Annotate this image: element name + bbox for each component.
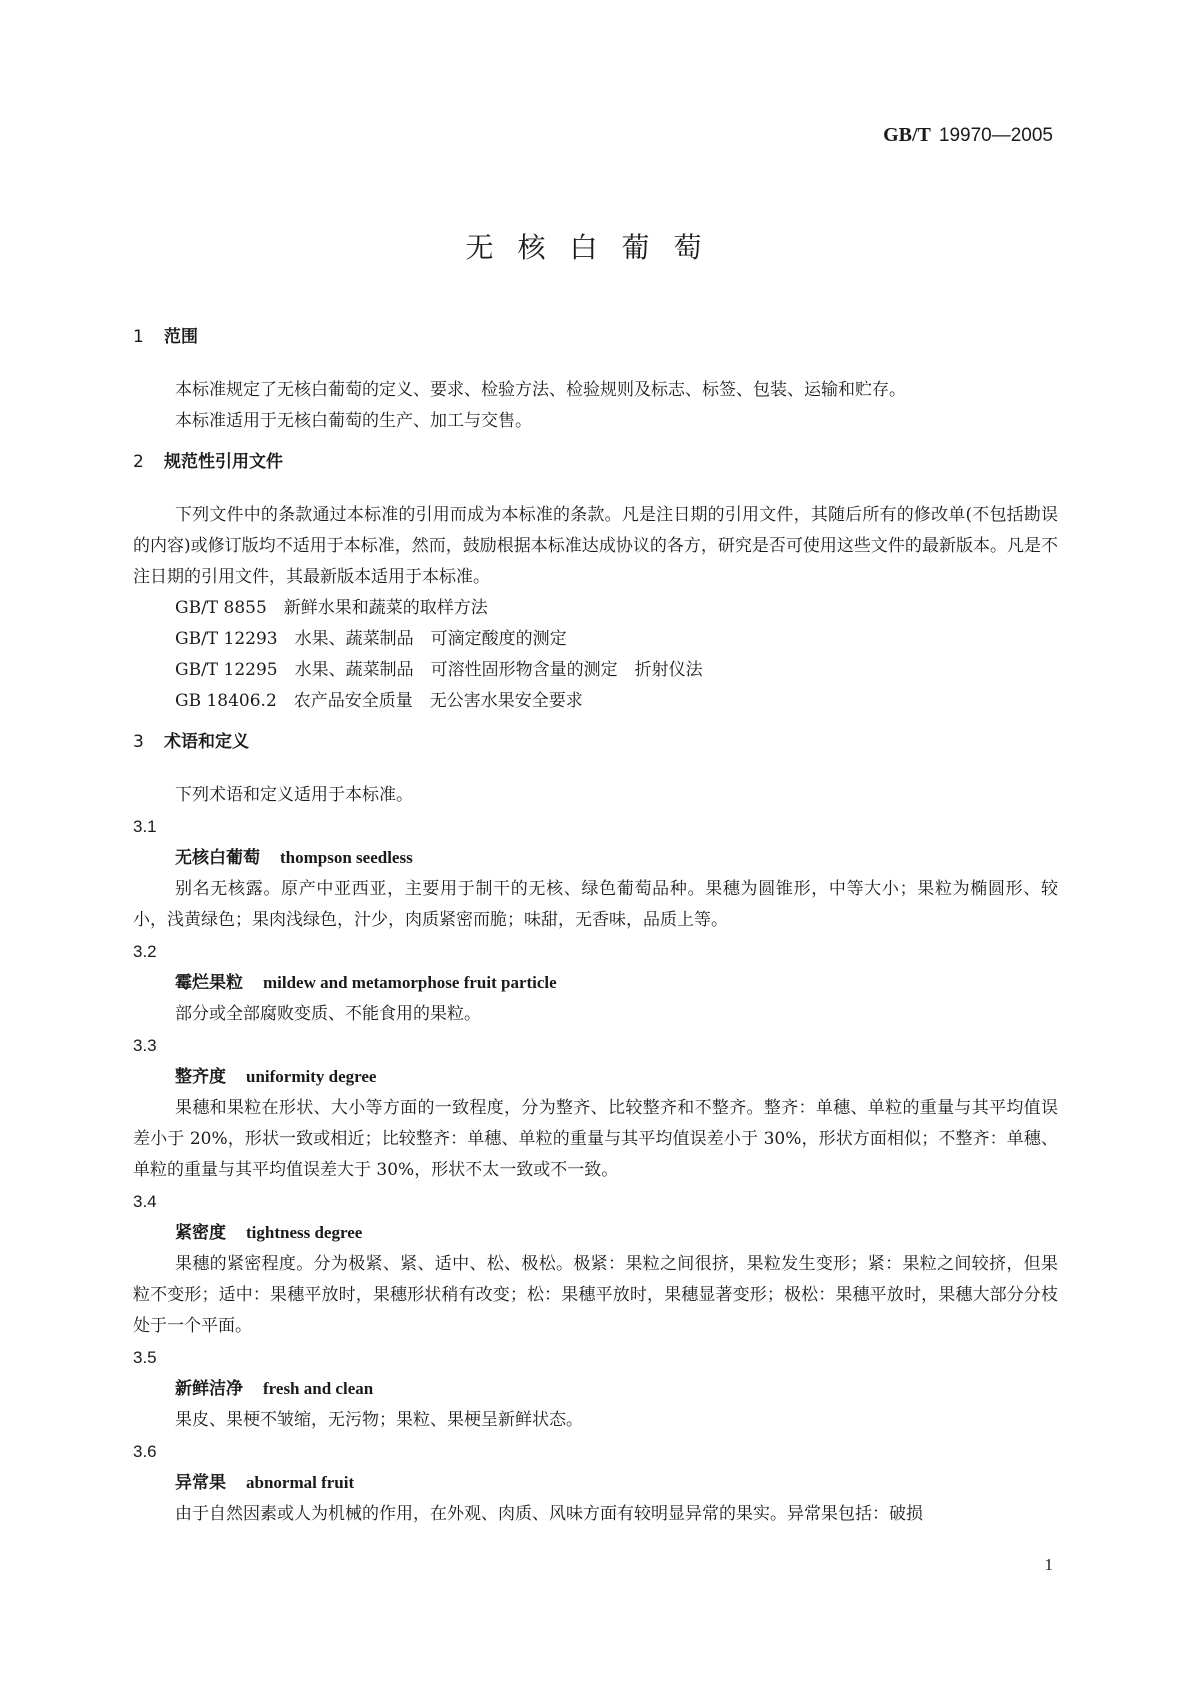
paragraph: 本标准适用于无核白葡萄的生产、加工与交售。 [175,411,532,431]
term-definition: 果穗和果粒在形状、大小等方面的一致程度，分为整齐、比较整齐和不整齐。整齐：单穗、单粒的重量与其平均值误差小于 20%，形状一致或相近；比较整齐：单穗、单粒的重量与其平均值误差小于 30%，形状方面相似；不整齐：单穗、单粒的重量与其平均值误差大于 30%，形状不太一致或不一致。 [133,1098,1058,1180]
term-definition: 果穗的紧密程度。分为极紧、紧、适中、松、极松。极紧：果粒之间很挤，果粒发生变形；紧：果粒之间较挤，但果粒不变形；适中：果穗平放时，果穗形状稍有改变；松：果穗平放时，果穗显著变形；极松：果穗平放时，果穗大部分分枝处于一个平面。 [133,1254,1058,1336]
reference-item: GB/T 8855 新鲜水果和蔬菜的取样方法 [175,598,488,618]
term-definition: 别名无核露。原产中亚西亚，主要用于制干的无核、绿色葡萄品种。果穗为圆锥形，中等大小；果粒为椭圆形、较小，浅黄绿色；果肉浅绿色，汁少，肉质紧密而脆；味甜，无香味，品质上等。 [133,879,1058,930]
term-number: 3.4 [133,1192,157,1211]
paragraph: 本标准规定了无核白葡萄的定义、要求、检验方法、检验规则及标志、标签、包装、运输和贮存。 [175,380,906,400]
term-definition: 部分或全部腐败变质、不能食用的果粒。 [175,1004,481,1024]
standard-number: 19970—2005 [938,125,1053,146]
section-heading-terms: 3 术语和定义 [133,732,249,752]
paragraph: 下列文件中的条款通过本标准的引用而成为本标准的条款。凡是注日期的引用文件，其随后所有的修改单(不包括勘误的内容)或修订版均不适用于本标准，然而，鼓励根据本标准达成协议的各方，研究是否可使用这些文件的最新版本。凡是不注日期的引用文件，其最新版本适用于本标准。 [133,505,1058,587]
term-number: 3.2 [133,942,157,961]
section-heading-scope: 1 范围 [133,327,198,347]
reference-item: GB 18406.2 农产品安全质量 无公害水果安全要求 [175,691,583,711]
reference-item: GB/T 12295 水果、蔬菜制品 可溶性固形物含量的测定 折射仪法 [175,660,703,680]
term-definition: 由于自然因素或人为机械的作用，在外观、肉质、风味方面有较明显异常的果实。异常果包括：破损 [175,1504,923,1524]
standard-code [883,124,1053,147]
term-title: 新鲜洁净 fresh and clean [175,1379,374,1399]
page-number: 1 [1044,1555,1053,1574]
term-number: 3.1 [133,817,157,836]
standard-prefix: GB/T [883,124,931,146]
term-title: 紧密度 tightness degree [175,1223,363,1243]
term-number: 3.5 [133,1348,157,1367]
term-title: 整齐度 uniformity degree [175,1067,377,1087]
reference-item: GB/T 12293 水果、蔬菜制品 可滴定酸度的测定 [175,629,567,649]
paragraph: 下列术语和定义适用于本标准。 [175,785,413,805]
term-title: 无核白葡萄 thompson seedless [175,848,413,868]
term-definition: 果皮、果梗不皱缩，无污物；果粒、果梗呈新鲜状态。 [175,1410,583,1430]
term-title: 异常果 abnormal fruit [175,1473,355,1493]
document-body [133,322,1058,1530]
document-title: 无核白葡萄 [465,231,726,264]
section-heading-normative-references: 2 规范性引用文件 [133,452,283,472]
term-number: 3.3 [133,1036,157,1055]
term-number: 3.6 [133,1442,157,1461]
term-title: 霉烂果粒 mildew and metamorphose fruit particle [175,973,557,993]
